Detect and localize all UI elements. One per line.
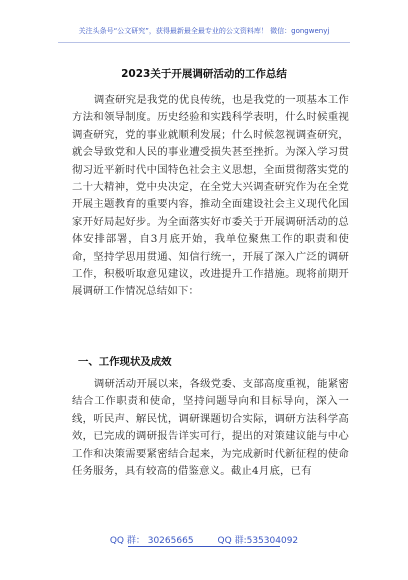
intro-paragraph: 调查研究是我党的优良传统，也是我党的一项基本工作方法和领导制度。历史经验和实践科学表明，什么时候重视调查研究，党的事业就顺利发展；什么时候忽视调查研究，就会导致党和人民的事业遭受损失甚至挫折。为深入学习贯彻习近平新时代中国特色社会主义思想，全面贯彻落实党的二十大精神，党中央决定，在全党大兴调查研究作为在全党开展主题教育的重要内容，推动全面建设社会主义现代化国家开好局起好步。为全面落实好市委关于开展调研活动的总体安排部署，自3月底开始，我单位聚焦工作的职责和使命，坚持学思用贯通、知信行统一，开展了深入广泛的调研工作，积极听取意见建议，改进提升工作措施。现将前期开展调研工作情况总结如下： (72, 94, 349, 298)
header-promo-banner: 关注头条号“公文研究”，获得最新最全最专业的公文资料库！ 微信：gongwenyj (78, 27, 330, 35)
section-heading-status: 一、工作现状及成效 (78, 356, 172, 368)
section-paragraph: 调研活动开展以来，各级党委、支部高度重视，能紧密结合工作职责和使命，坚持问题导向和目标导向，深入一线，听民声、解民忧，调研课题切合实际，调研方法科学高效，已完成的调研报告详实可行，提出的对策建议能与中心工作和决策需要紧密结合起来，为完成新时代新征程的使命任务服务，具有较高的借鉴意义。截止4月底，已有 (72, 378, 349, 478)
footer-underline (128, 546, 280, 547)
footer-qq-group-1[interactable]: QQ 群： 30265665 (109, 536, 194, 546)
footer-contact (0, 533, 408, 546)
document-title: 2023关于开展调研活动的工作总结 (121, 68, 287, 80)
footer-qq-group-2[interactable]: QQ 群:535304092 (217, 536, 299, 546)
header-divider (58, 42, 350, 43)
